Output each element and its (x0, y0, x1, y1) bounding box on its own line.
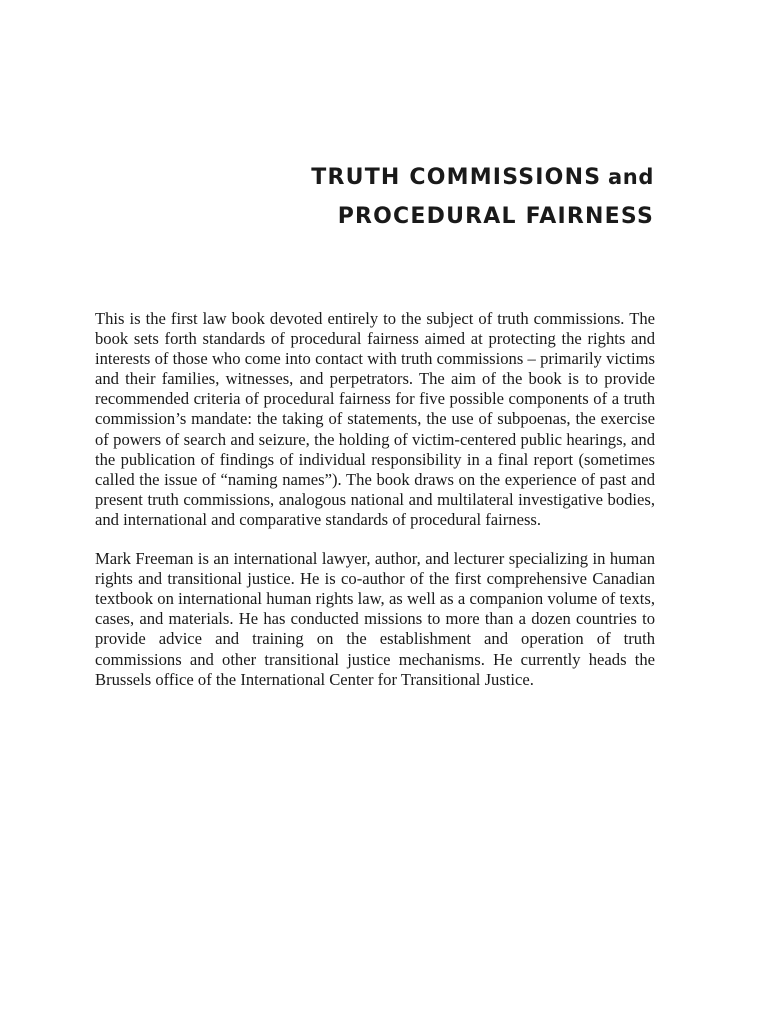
book-description (95, 309, 655, 690)
book-title (311, 158, 654, 236)
description-paragraph: This is the first law book devoted entirely to the subject of truth commissions. The book sets forth standards of procedural fairness aimed at protecting the rights and interests of those who come into contact with truth commissions – primarily victims and their families, witnesses, and perpetrators. The aim of the book is to provide recommended criteria of procedural fairness for five possible components of a truth commission’s mandate: the taking of statements, the use of subpoenas, the exercise of powers of search and seizure, the holding of victim-centered public hearings, and the publication of findings of individual responsibility in a final report (sometimes called the issue of “naming names”). The book draws on the experience of past and present truth commissions, analogous national and multilateral investigative bodies, and international and comparative standards of procedural fairness. (95, 309, 655, 529)
author-bio-paragraph: Mark Freeman is an international lawyer, author, and lecturer specializing in human rights and transitional justice. He is co-author of the first comprehensive Canadian textbook on international human rights law, as well as a companion volume of texts, cases, and materials. He has conducted missions to more than a dozen countries to provide advice and training on the establishment and operation of truth commissions and other transitional justice mechanisms. He currently heads the Brussels office of the International Center for Transitional Justice. (95, 549, 655, 689)
title-line-2: PROCEDURAL FAIRNESS (337, 204, 654, 229)
title-line-1-caps: TRUTH COMMISSIONS (311, 165, 602, 190)
title-line-1 (311, 158, 654, 198)
title-line-1-small: and (608, 165, 654, 189)
